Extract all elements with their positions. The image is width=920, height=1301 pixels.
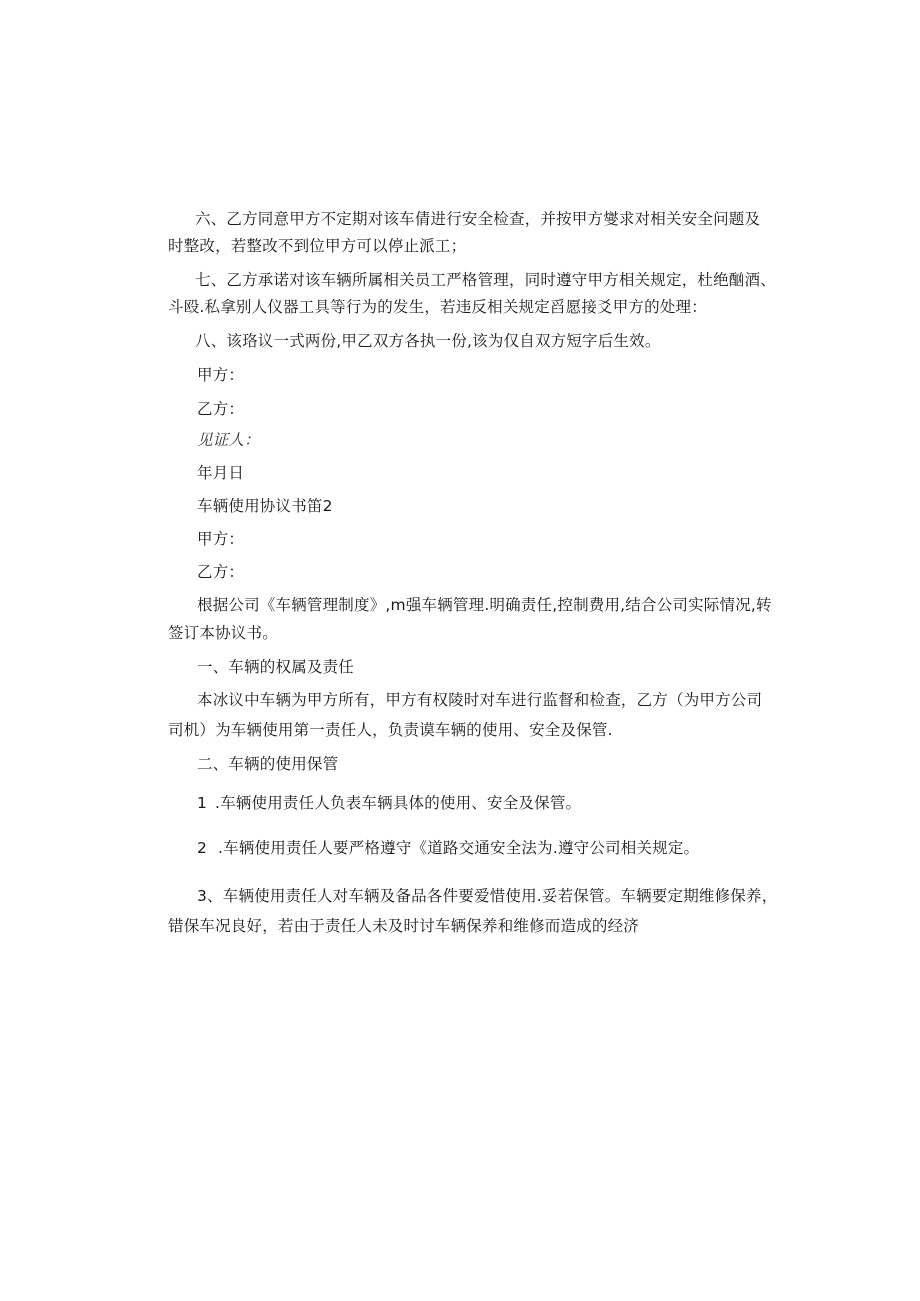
item-1-number: 1	[197, 794, 208, 812]
party-b-label-2: 乙方：	[197, 563, 245, 581]
document-heading: 车辆使用协议书笛2	[197, 497, 333, 515]
section-1-line-1: 本冰议中车辆为甲方所有，甲方有权陵时对车进行监督和检查，乙方（为甲方公司	[197, 691, 763, 709]
party-b-label: 乙方：	[197, 400, 245, 418]
section-2-title: 二、车辆的使用保管	[197, 755, 339, 773]
clause-8: 八、该珞议一式两份,甲乙双方各执一份,该为仅自双方短字后生效。	[195, 332, 661, 350]
clause-7-line-2: 斗殴.私拿别人仪器工具等行为的发生，若违反相关规定舀愿接爻甲方的处理：	[168, 298, 707, 316]
item-3-line-2: 错保车况良好，若由于责任人未及时讨车辆保养和维修而造成的经济	[168, 917, 640, 935]
party-a-label: 甲方：	[197, 366, 245, 384]
clause-7-line-1: 七、乙方承诺对该车辆所属相关员工严格管理，同时遵守甲方相关规定，杜绝酗酒、	[195, 271, 776, 289]
item-2-text: .车辆使用责任人要严格遵守《道路交通安全法为.遵守公司相关规定。	[218, 839, 700, 857]
witness-label: 见证人：	[197, 431, 260, 449]
date-line: 年月日	[197, 464, 245, 482]
intro-line-2: 签订本协议书。	[168, 624, 278, 642]
item-1-text: .车辆使用责任人负表车辆具体的使用、安全及保管。	[215, 794, 582, 812]
section-1-line-2: 司机）为车辆使用第一责任人，负责谟车辆的使用、安全及保管.	[168, 721, 613, 739]
clause-6-line-2: 时整改，若整改不到位甲方可以停止派工；	[168, 237, 467, 255]
party-a-label-2: 甲方：	[197, 530, 245, 548]
intro-line-1: 根据公司《车辆管理制度》,m强车辆管理.明确责任,控制费用,结合公司实际情况,转	[197, 596, 772, 614]
clause-6-line-1: 六、乙方同意甲方不定期对该车倩进行安全检查，并按甲方燮求对相关安全问题及	[195, 210, 761, 228]
item-2-number: 2	[197, 839, 208, 857]
section-1-title: 一、车辆的权属及责任	[197, 658, 355, 676]
item-3-line-1: 3、车辆使用责任人对车辆及备品各件要爱惜使用.妥若保管。车辆要定期维修保养，	[197, 887, 778, 905]
